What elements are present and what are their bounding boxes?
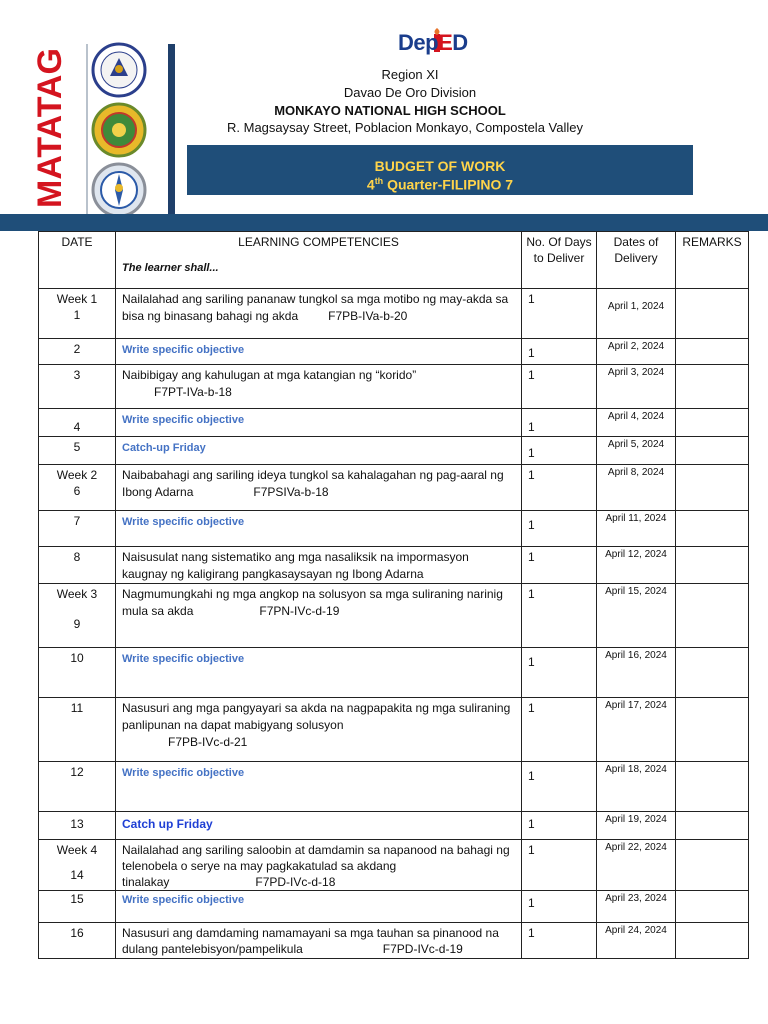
remarks-cell (676, 339, 749, 365)
remarks-cell (676, 437, 749, 465)
remarks-cell (676, 762, 749, 812)
table-row (39, 891, 749, 923)
date-cell: 16 (39, 923, 116, 959)
days-cell: 1 (522, 339, 597, 365)
competency-cell: Naibabahagi ang sariling ideya tungkol sa kahalagahan ng pag-aaral ng Ibong Adarna F7PSIVa-b-18 (116, 465, 522, 511)
table-row (39, 923, 749, 959)
quarter-subtitle: 4th Quarter-FILIPINO 7 (366, 176, 514, 193)
deped-wordmark: DepED (398, 30, 468, 55)
delivery-date-cell: April 19, 2024 (597, 812, 676, 840)
school-seal-icon (90, 162, 148, 218)
delivery-date-cell: April 16, 2024 (597, 648, 676, 698)
competency-cell: Catch-up Friday (116, 437, 522, 465)
delivery-date-cell: April 1, 2024 (597, 289, 676, 339)
title-banner (187, 145, 693, 195)
col-header-date: DATE (39, 232, 116, 289)
table-row (39, 339, 749, 365)
school-seals (90, 42, 152, 218)
days-cell: 1 (522, 547, 597, 584)
col-header-delivery: Dates of Delivery (597, 232, 676, 289)
document-title: BUDGET OF WORK (374, 158, 506, 174)
date-cell: Week 1 1 (39, 289, 116, 339)
table-top-band (0, 214, 768, 231)
days-cell: 1 (522, 812, 597, 840)
competency-cell: Nagmumungkahi ng mga angkop na solusyon sa mga suliraning narinig mula sa akda F7PN-IVc-d-19 (116, 584, 522, 648)
delivery-date-cell: April 2, 2024 (597, 339, 676, 365)
header-divider (86, 44, 88, 214)
competency-cell: Nasusuri ang mga pangyayari sa akda na nagpapakita ng mga suliraning panlipunan na dapat mabigyang solusyon F7PB-IVc-d-21 (116, 698, 522, 762)
remarks-cell (676, 812, 749, 840)
school-name: MONKAYO NATIONAL HIGH SCHOOL (274, 103, 506, 118)
days-cell: 1 (522, 289, 597, 339)
remarks-cell (676, 923, 749, 959)
matatag-wordmark: MATATAG (31, 48, 69, 208)
col-header-competencies: LEARNING COMPETENCIES The learner shall... (116, 232, 522, 289)
date-cell: 4 (39, 409, 116, 437)
deped-logo (394, 28, 474, 62)
date-cell: 13 (39, 812, 116, 840)
remarks-cell (676, 698, 749, 762)
days-cell: 1 (522, 762, 597, 812)
table-row (39, 648, 749, 698)
competency-cell: Nailalahad ang sariling saloobin at damdamin sa napanood na bahagi ng telenobela o serye na may pagkakatulad sa akdang tinalakay F7PD-IVc-d-18 (116, 840, 522, 891)
competency-cell: Naibibigay ang kahulugan at mga katangian ng “korido” F7PT-IVa-b-18 (116, 365, 522, 409)
days-cell: 1 (522, 511, 597, 547)
competency-cell: Nasusuri ang damdaming namamayani sa mga tauhan sa pinanood na dulang pantelebisyon/pampelikula F7PD-IVc-d-19 (116, 923, 522, 959)
school-address: R. Magsaysay Street, Poblacion Monkayo, Compostela Valley (227, 120, 583, 135)
date-cell: 11 (39, 698, 116, 762)
delivery-date-cell: April 12, 2024 (597, 547, 676, 584)
days-cell: 1 (522, 437, 597, 465)
delivery-date-cell: April 24, 2024 (597, 923, 676, 959)
delivery-date-cell: April 15, 2024 (597, 584, 676, 648)
date-cell: Week 4 14 (39, 840, 116, 891)
days-cell: 1 (522, 648, 597, 698)
table-row (39, 840, 749, 891)
remarks-cell (676, 289, 749, 339)
table-header-row (39, 232, 749, 289)
days-cell: 1 (522, 891, 597, 923)
days-cell: 1 (522, 584, 597, 648)
table-row (39, 289, 749, 339)
delivery-date-cell: April 8, 2024 (597, 465, 676, 511)
date-cell: 8 (39, 547, 116, 584)
date-cell: 15 (39, 891, 116, 923)
table-row (39, 547, 749, 584)
table-row (39, 365, 749, 409)
learner-shall-label: The learner shall... (122, 262, 219, 274)
date-cell: 2 (39, 339, 116, 365)
table-row (39, 511, 749, 547)
delivery-date-cell: April 3, 2024 (597, 365, 676, 409)
competency-cell: Write specific objective (116, 339, 522, 365)
delivery-date-cell: April 18, 2024 (597, 762, 676, 812)
delivery-date-cell: April 4, 2024 (597, 409, 676, 437)
days-cell: 1 (522, 840, 597, 891)
col-header-remarks: REMARKS (676, 232, 749, 289)
remarks-cell (676, 409, 749, 437)
table-row (39, 762, 749, 812)
competency-cell: Catch up Friday (116, 812, 522, 840)
date-cell: 10 (39, 648, 116, 698)
days-cell: 1 (522, 409, 597, 437)
table-row (39, 584, 749, 648)
col-header-days: No. Of Days to Deliver (522, 232, 597, 289)
delivery-date-cell: April 5, 2024 (597, 437, 676, 465)
division-seal-icon (90, 102, 148, 158)
delivery-date-cell: April 11, 2024 (597, 511, 676, 547)
competency-cell: Write specific objective (116, 762, 522, 812)
remarks-cell (676, 648, 749, 698)
days-cell: 1 (522, 923, 597, 959)
competency-cell: Write specific objective (116, 409, 522, 437)
days-cell: 1 (522, 698, 597, 762)
deped-seal-icon (90, 42, 148, 98)
budget-of-work-table (38, 231, 749, 959)
competency-cell: Write specific objective (116, 891, 522, 923)
remarks-cell (676, 547, 749, 584)
region-label: Region XI (381, 67, 439, 82)
table-row (39, 698, 749, 762)
date-cell: 5 (39, 437, 116, 465)
delivery-date-cell: April 17, 2024 (597, 698, 676, 762)
days-cell: 1 (522, 465, 597, 511)
competency-cell: Nailalahad ang sariling pananaw tungkol sa mga motibo ng may-akda sa bisa ng binasang bahagi ng akda F7PB-IVa-b-20 (116, 289, 522, 339)
remarks-cell (676, 465, 749, 511)
competency-cell: Write specific objective (116, 511, 522, 547)
remarks-cell (676, 584, 749, 648)
matatag-logo (22, 40, 69, 220)
table-row (39, 465, 749, 511)
header-accent-bar (168, 44, 175, 218)
days-cell: 1 (522, 365, 597, 409)
delivery-date-cell: April 23, 2024 (597, 891, 676, 923)
date-cell: Week 2 6 (39, 465, 116, 511)
delivery-date-cell: April 22, 2024 (597, 840, 676, 891)
date-cell: 3 (39, 365, 116, 409)
date-cell: Week 3 9 (39, 584, 116, 648)
remarks-cell (676, 511, 749, 547)
remarks-cell (676, 891, 749, 923)
table-row (39, 409, 749, 437)
date-cell: 7 (39, 511, 116, 547)
table-row (39, 437, 749, 465)
remarks-cell (676, 840, 749, 891)
competency-cell: Write specific objective (116, 648, 522, 698)
division-label: Davao De Oro Division (343, 85, 477, 100)
remarks-cell (676, 365, 749, 409)
date-cell: 12 (39, 762, 116, 812)
competency-cell: Naisusulat nang sistematiko ang mga nasaliksik na impormasyon kaugnay ng kaligirang pangkasaysayan ng Ibong Adarna (116, 547, 522, 584)
table-row (39, 812, 749, 840)
